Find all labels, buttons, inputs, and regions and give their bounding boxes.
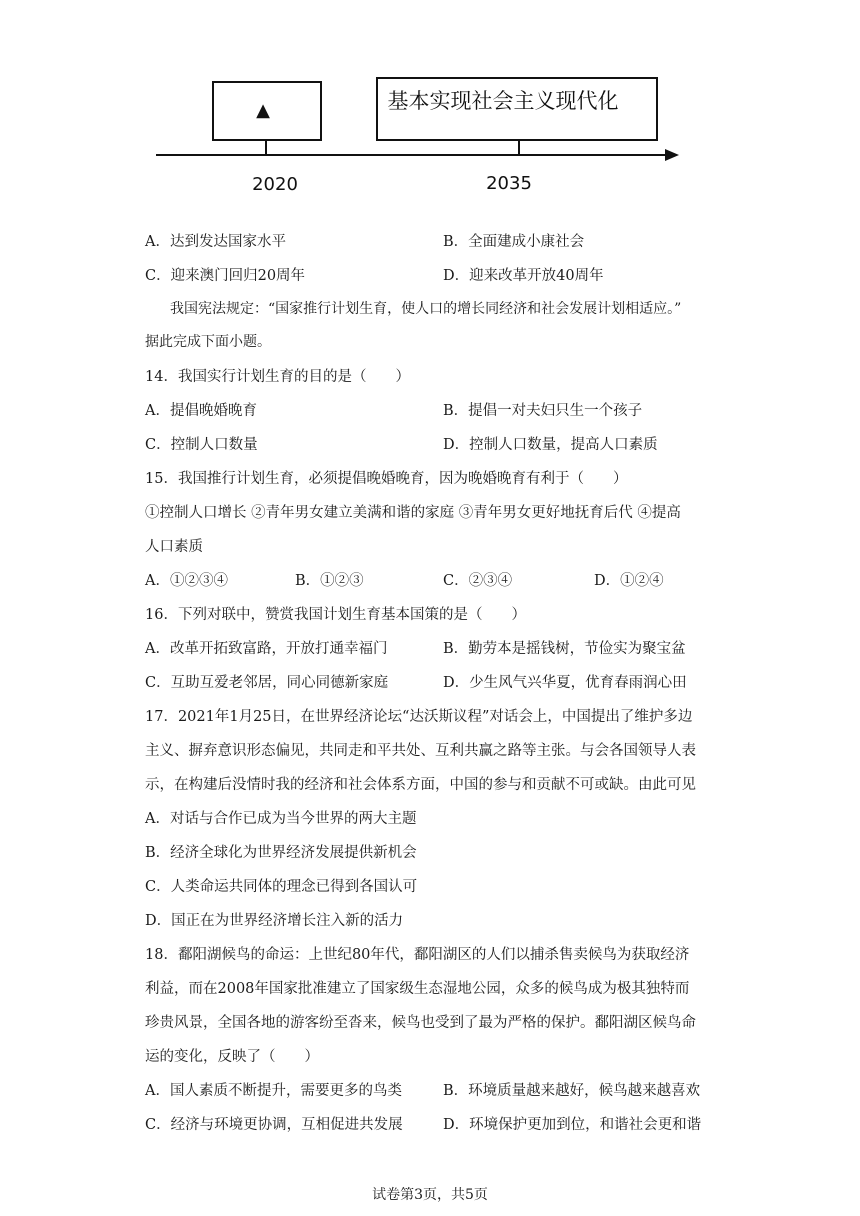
q17-option-a: A．对话与合作已成为当今世界的两大主题 [145, 811, 417, 827]
q15-option-d: D．①②④ [594, 573, 664, 589]
q14-option-d: D．控制人口数量，提高人口素质 [443, 437, 658, 453]
q15-stem: 15．我国推行计划生育，必须提倡晚婚晚育，因为晚婚晚育有利于（ ） [145, 471, 628, 487]
q16-option-b: B．勤劳本是摇钱树，节俭实为聚宝盆 [443, 641, 686, 657]
q15-stem-line-2: ①控制人口增长 ②青年男女建立美满和谐的家庭 ③青年男女更好地抚育后代 ④提高 [145, 505, 681, 521]
q18-stem-line-1: 18．鄱阳湖候鸟的命运：上世纪80年代，鄱阳湖区的人们以捕杀售卖候鸟为获取经济 [145, 947, 690, 963]
q17-option-d: D．国正在为世界经济增长注入新的活力 [145, 913, 404, 929]
q18-option-a: A．国人素质不断提升，需要更多的鸟类 [145, 1083, 402, 1099]
q13-option-a: A．达到发达国家水平 [145, 234, 286, 250]
q18-stem-line-3: 珍贵风景，全国各地的游客纷至沓来，候鸟也受到了最为严格的保护。鄱阳湖区候鸟命 [145, 1015, 696, 1031]
q18-stem-line-4: 运的变化，反映了（ ） [145, 1049, 319, 1065]
q14-option-b: B．提倡一对夫妇只生一个孩子 [443, 403, 643, 419]
q18-option-d: D．环境保护更加到位，和谐社会更和谐 [443, 1117, 702, 1133]
q17-stem-line-3: 示，在构建后没情时我的经济和社会体系方面，中国的参与和贡献不可或缺。由此可见 [145, 777, 696, 793]
year-2020: 2020 [252, 174, 298, 195]
q13-option-d: D．迎来改革开放40周年 [443, 268, 604, 284]
q15-option-a: A．①②③④ [145, 573, 228, 589]
q13-option-c: C．迎来澳门回归20周年 [145, 268, 306, 284]
q15-option-c: C．②③④ [443, 573, 513, 589]
q18-stem-line-2: 利益，而在2008年国家批准建立了国家级生态湿地公园，众多的候鸟成为极其独特而 [145, 981, 690, 997]
q14-option-c: C．控制人口数量 [145, 437, 258, 453]
q15-stem-line-3: 人口素质 [145, 539, 203, 555]
q17-stem-line-2: 主义、摒弃意识形态偏见，共同走和平共处、互利共赢之路等主张。与会各国领导人表 [145, 743, 696, 759]
q18-option-c: C．经济与环境更协调，互相促进共发展 [145, 1117, 403, 1133]
q17-stem-line-1: 17．2021年1月25日，在世界经济论坛“达沃斯议程”对话会上，中国提出了维护多边 [145, 709, 693, 725]
passage-line-2: 据此完成下面小题。 [145, 334, 271, 350]
triangle-icon: ▲ [256, 100, 270, 121]
year-2035: 2035 [486, 173, 532, 194]
q16-stem: 16．下列对联中，赞赏我国计划生育基本国策的是（ ） [145, 607, 526, 623]
box-2035-text: 基本实现社会主义现代化 [387, 89, 619, 113]
page-footer: 试卷第3页，共5页 [372, 1187, 488, 1203]
q15-option-b: B．①②③ [295, 573, 364, 589]
q14-stem: 14．我国实行计划生育的目的是（ ） [145, 369, 410, 385]
q16-option-a: A．改革开拓致富路，开放打通幸福门 [145, 641, 388, 657]
timeline-figure [0, 0, 860, 220]
q14-option-a: A．提倡晚婚晚育 [145, 403, 257, 419]
arrow-head-icon [665, 149, 679, 161]
q17-option-b: B．经济全球化为世界经济发展提供新机会 [145, 845, 417, 861]
passage-line-1: 我国宪法规定：“国家推行计划生育，使人口的增长同经济和社会发展计划相适应。” [170, 301, 682, 317]
q16-option-d: D．少生风气兴华夏，优育春雨润心田 [443, 675, 687, 691]
q13-option-b: B．全面建成小康社会 [443, 234, 585, 250]
q16-option-c: C．互助互爱老邻居，同心同德新家庭 [145, 675, 389, 691]
q17-option-c: C．人类命运共同体的理念已得到各国认可 [145, 879, 418, 895]
q18-option-b: B．环境质量越来越好，候鸟越来越喜欢 [443, 1083, 701, 1099]
